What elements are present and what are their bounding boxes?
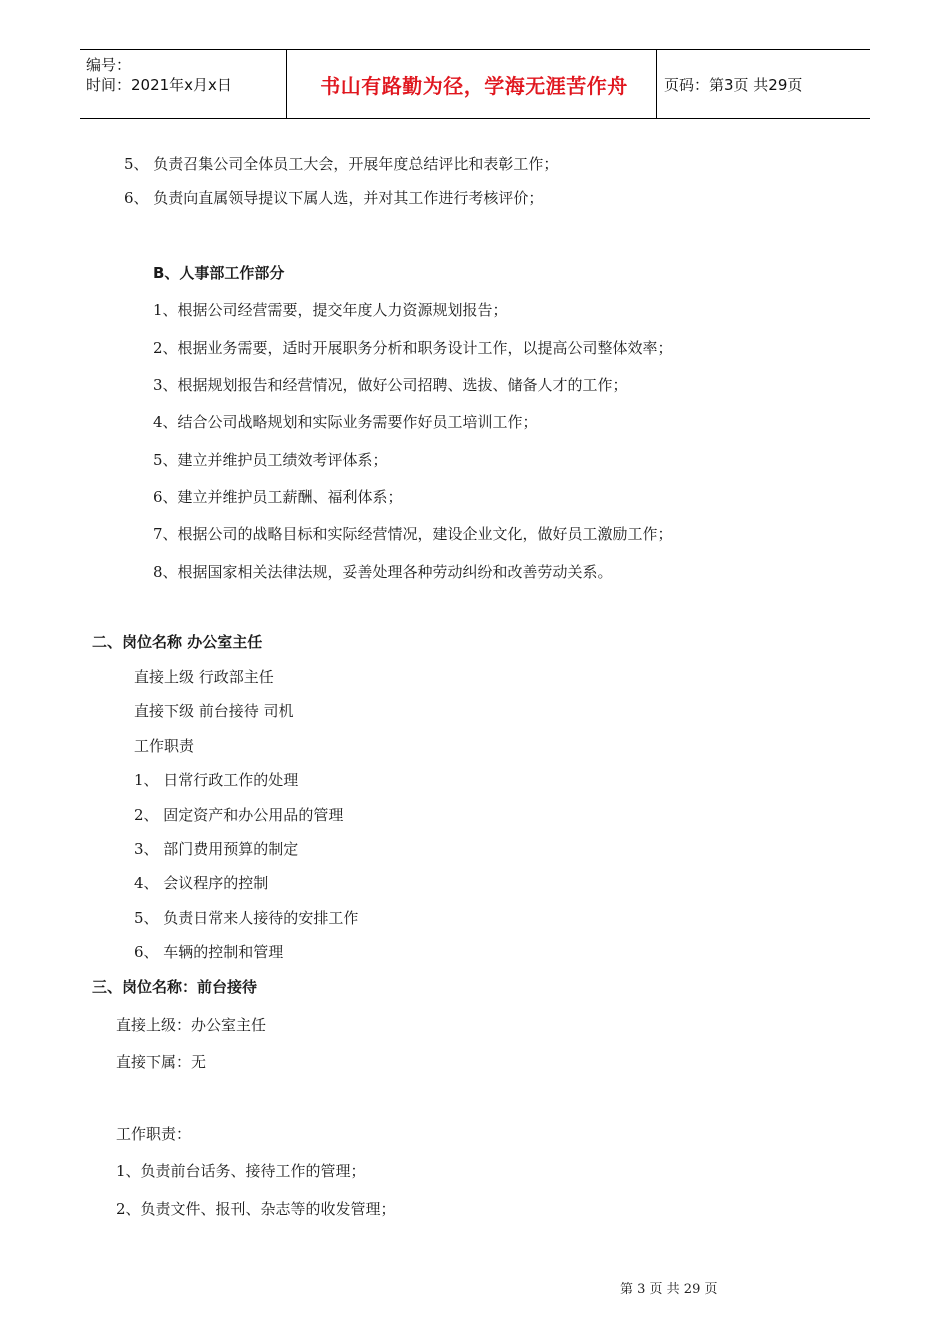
subordinate-line: 直接下属：无 [116,1053,207,1071]
list-item: 1、负责前台话务、接待工作的管理； [116,1162,366,1180]
list-item: 5、建立并维护员工绩效考评体系； [153,451,388,469]
header-page-info: 页码：第3页 共29页 [664,75,803,94]
list-item: 1、 日常行政工作的处理 [134,771,299,789]
superior-line: 直接上级：办公室主任 [116,1016,267,1034]
header-divider [286,50,287,118]
list-item: 4、结合公司战略规划和实际业务需要作好员工培训工作； [153,413,538,431]
section-heading: 二、岗位名称 办公室主任 [92,633,263,651]
page-header [80,49,870,119]
list-item: 2、根据业务需要，适时开展职务分析和职务设计工作，以提高公司整体效率； [153,339,673,357]
list-item: 1、根据公司经营需要，提交年度人力资源规划报告； [153,301,508,319]
list-item: 3、 部门费用预算的制定 [134,840,299,858]
subordinate-line: 直接下级 前台接待 司机 [134,702,294,720]
list-item: 4、 会议程序的控制 [134,874,269,892]
document-number-label: 编号： [86,56,132,74]
list-item: 5、 负责日常来人接待的安排工作 [134,909,359,927]
superior-line: 直接上级 行政部主任 [134,668,274,686]
list-item: 6、建立并维护员工薪酬、福利体系； [153,488,403,506]
list-item: 7、根据公司的战略目标和实际经营情况，建设企业文化，做好员工激励工作； [153,525,673,543]
section-heading: B、人事部工作部分 [153,264,285,282]
duties-label: 工作职责 [134,737,195,755]
section-heading: 三、岗位名称：前台接待 [92,978,258,996]
header-meta [86,55,232,95]
list-item: 5、 负责召集公司全体员工大会，开展年度总结评比和表彰工作； [124,155,559,173]
header-divider [656,50,657,118]
list-item: 2、 固定资产和办公用品的管理 [134,806,344,824]
list-item: 6、 负责向直属领导提议下属人选，并对其工作进行考核评价； [124,189,544,207]
page-footer: 第 3 页 共 29 页 [620,1282,718,1297]
header-motto: 书山有路勤为径，学海无涯苦作舟 [320,73,628,98]
list-item: 6、 车辆的控制和管理 [134,943,284,961]
list-item: 3、根据规划报告和经营情况，做好公司招聘、选拔、储备人才的工作； [153,376,628,394]
document-time-label: 时间：2021年x月x日 [86,76,232,94]
list-item: 8、根据国家相关法律法规，妥善处理各种劳动纠纷和改善劳动关系。 [153,563,613,581]
list-item: 2、负责文件、报刊、杂志等的收发管理； [116,1200,396,1218]
duties-label: 工作职责： [116,1125,192,1143]
